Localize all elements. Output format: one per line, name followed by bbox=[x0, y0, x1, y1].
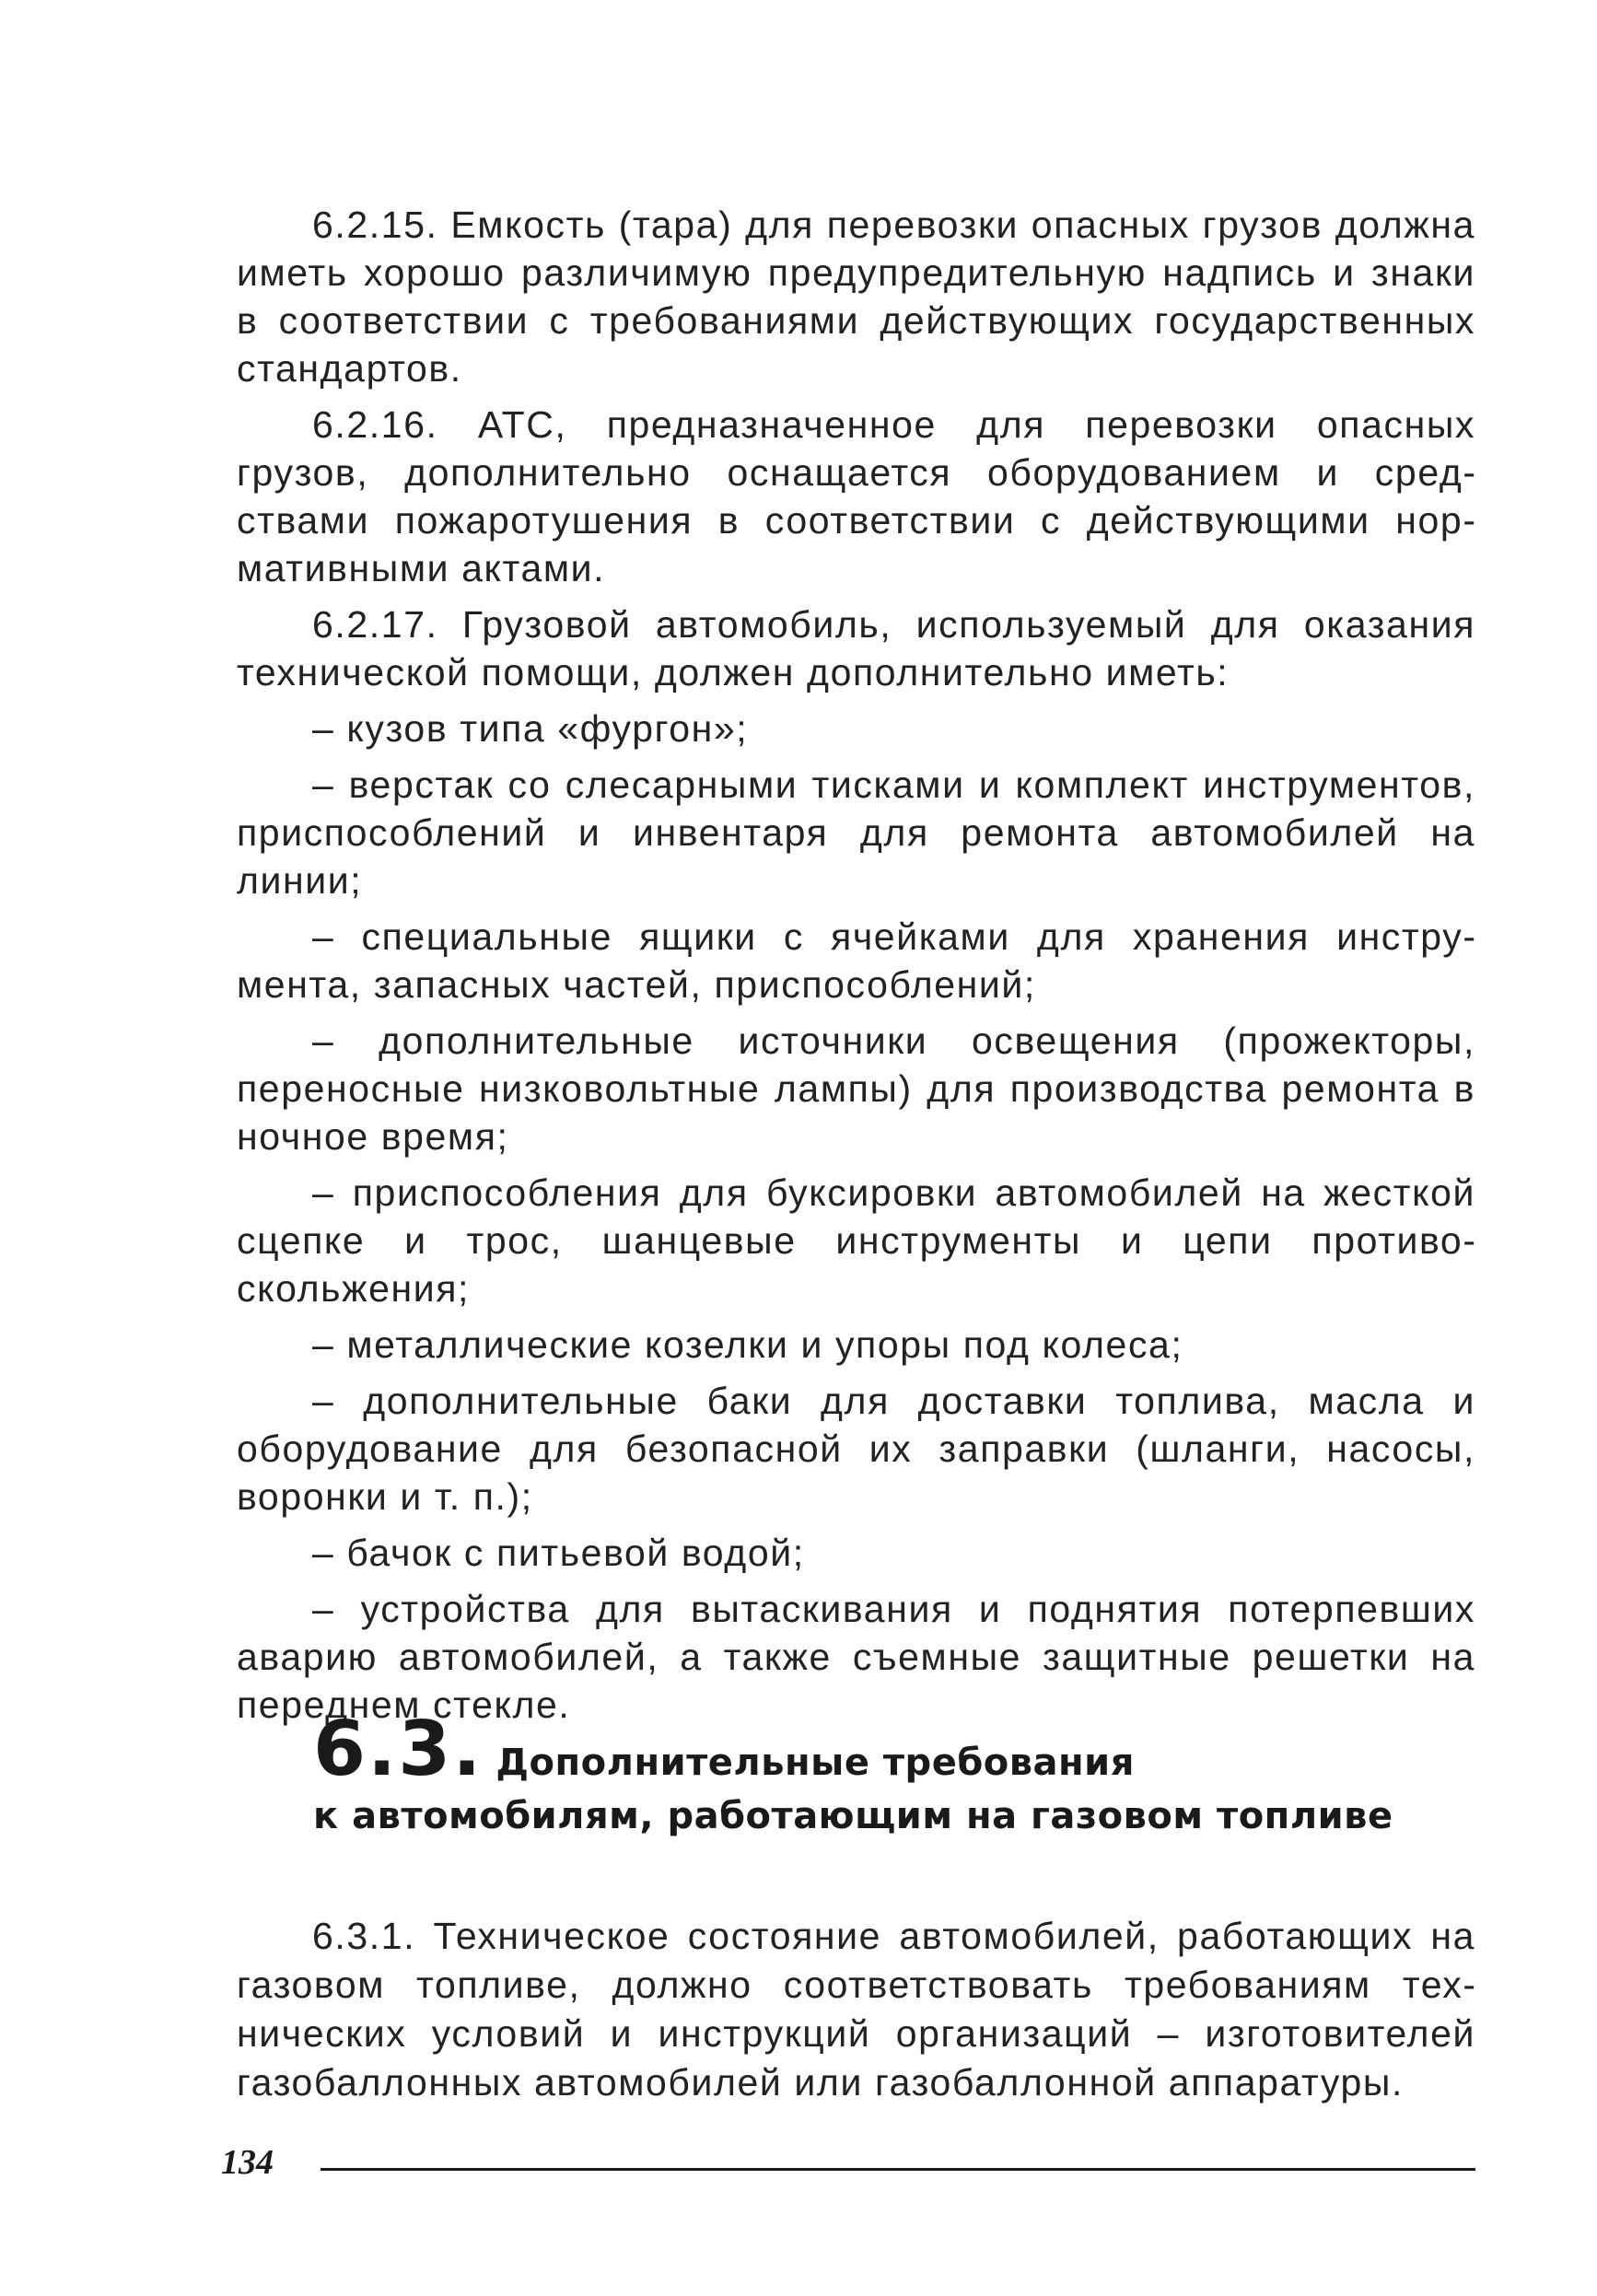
list-item: – дополнительные источники освещения (прожекторы, переносные низковольтные лампы) для производства ремонта в ночное время; bbox=[237, 1020, 1475, 1158]
footer-rule bbox=[321, 2168, 1475, 2171]
list-item: – бачок с питьевой водой; bbox=[312, 1532, 805, 1574]
body-text bbox=[237, 201, 1475, 1737]
paragraph-6-2-16: 6.2.16. АТС, предназначенное для перевозки опасных грузов, дополнительно оснащается оборудованием и средствами пожаротушения в соответствии с действующими нормативными актами. bbox=[237, 403, 1475, 589]
list-item: – кузов типа «фургон»; bbox=[312, 707, 749, 750]
page-footer bbox=[221, 2142, 1475, 2188]
section-heading-line1 bbox=[313, 1706, 1475, 1793]
section-title-line1: Дополнительные требования bbox=[495, 1742, 1135, 1784]
page-number: 134 bbox=[221, 2143, 274, 2182]
paragraph-6-2-17: 6.2.17. Грузовой автомобиль, используемый для оказания технической помощи, должен дополнительно иметь: bbox=[237, 603, 1475, 693]
paragraph-6-3-1: 6.3.1. Техническое состояние автомобилей, работающих на газовом топливе, должно соответствовать требованиям технических условий и инструкций организаций – изготовителей газобаллонных автомобилей или газобаллонной аппаратуры. bbox=[237, 1915, 1475, 2104]
section-body bbox=[237, 1912, 1475, 2107]
section-heading bbox=[313, 1706, 1475, 1837]
list-item: – дополнительные баки для доставки топлива, масла и оборудование для безопасной их заправки (шланги, насосы, воронки и т. п.); bbox=[237, 1380, 1475, 1518]
list-item: – металлические козелки и упоры под колеса; bbox=[312, 1323, 1183, 1366]
section-title-line2: к автомобилям, работающим на газовом топливе bbox=[313, 1795, 1393, 1837]
section-number: 6.3. bbox=[313, 1706, 484, 1793]
paragraph-6-2-15: 6.2.15. Емкость (тара) для перевозки опасных грузов должна иметь хорошо различимую предупредительную надпись и знаки в соответствии с требованиями действующих государственных стандартов. bbox=[237, 204, 1475, 390]
list-item: – верстак со слесарными тисками и комплект инструментов, приспособлений и инвентаря для ремонта автомобилей на линии; bbox=[237, 763, 1475, 902]
list-item: – устройства для вытаскивания и поднятия потерпевших аварию автомобилей, а также съемные защитные решетки на переднем стекле. bbox=[237, 1588, 1475, 1726]
list-item: – приспособления для буксировки автомобилей на жесткой сцепке и трос, шанцевые инструменты и цепи противоскольжения; bbox=[237, 1171, 1475, 1310]
list-item: – специальные ящики с ячейками для хранения инструмента, запасных частей, приспособлений; bbox=[237, 915, 1475, 1006]
